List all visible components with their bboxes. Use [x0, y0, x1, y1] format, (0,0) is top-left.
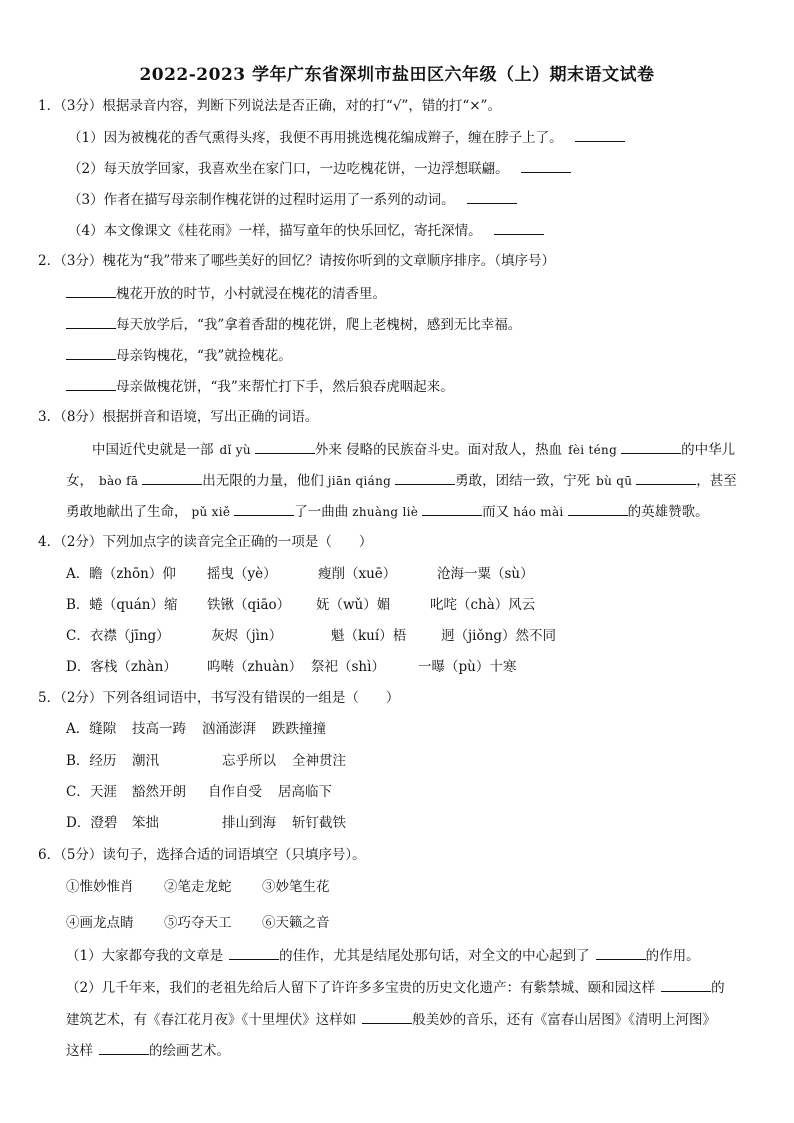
pinyin: zhuàng liè — [352, 505, 419, 519]
answer-blank[interactable] — [661, 978, 711, 992]
q2-item-4: 母亲做槐花饼，“我”来帮忙打下手，然后狼吞虎咽起来。 — [66, 377, 454, 396]
answer-blank[interactable] — [422, 502, 482, 516]
answer-blank[interactable] — [255, 440, 315, 454]
q1-stem: 1．（3分）根据录音内容，判断下列说法是否正确，对的打“√”，错的打“×”。 — [38, 98, 501, 114]
q6-sentence-2c: 这样 的绘画艺术。 — [66, 1043, 230, 1059]
answer-blank[interactable] — [494, 221, 544, 235]
q1-item-3: （3）作者在描写母亲制作槐花饼的过程时运用了一系列的动词。 — [68, 190, 517, 209]
q1-item-2: （2）每天放学回家，我喜欢坐在家门口，一边吃槐花饼，一边浮想联翩。 — [68, 159, 571, 178]
answer-blank[interactable] — [66, 284, 116, 298]
answer-blank[interactable] — [636, 471, 696, 485]
q4-stem: 4．（2分）下列加点字的读音完全正确的一项是（ ） — [38, 534, 373, 550]
answer-blank[interactable] — [575, 128, 625, 142]
choice-6: ⑥天籁之音 — [262, 915, 330, 931]
answer-blank[interactable] — [99, 1041, 149, 1055]
q1-item-1: （1）因为被槐花的香气熏得头疼，我便不再用挑选槐花编成辫子，缠在脖子上了。 — [68, 128, 625, 147]
q6-sentence-1: （1）大家都夸我的文章是 的佳作，尤其是结尾处那句话，对全文的中心起到了 的作用。 — [66, 948, 700, 964]
pinyin: bào fā — [99, 474, 139, 488]
q2-stem: 2．（3分）槐花为“我”带来了哪些美好的回忆？请按你听到的文章顺序排序。（填序号） — [38, 253, 555, 269]
answer-blank[interactable] — [521, 159, 571, 173]
choice-2: ②笔走龙蛇 — [164, 879, 232, 895]
q2-item-3: 母亲钩槐花，“我”就捡槐花。 — [66, 346, 292, 365]
answer-blank[interactable] — [467, 190, 517, 204]
choice-4: ④画龙点睛 — [66, 915, 134, 931]
answer-blank[interactable] — [596, 946, 646, 960]
answer-blank[interactable] — [229, 946, 279, 960]
q2-item-1: 槐花开放的时节，小村就浸在槐花的清香里。 — [66, 284, 386, 303]
pinyin: jiān qiáng — [327, 474, 392, 488]
q2-item-2: 每天放学后，“我”拿着香甜的槐花饼，爬上老槐树，感到无比幸福。 — [66, 315, 521, 334]
pinyin: dǐ yù — [219, 443, 251, 457]
q3-line-2: 女， bào fā 出无限的力量，他们 jiān qiáng 勇敢，团结一致，宁死 bù qū ，甚至 — [66, 473, 737, 489]
page-title: 2022-2023 学年广东省深圳市盐田区六年级（上）期末语文试卷 — [139, 65, 655, 85]
q6-sentence-2a: （2）几千年来，我们的老祖先给后人留下了许许多多宝贵的历史文化遗产：有紫禁城、颐和园这样 的 — [66, 980, 725, 996]
q3-stem: 3．（8分）根据拼音和语境，写出正确的词语。 — [38, 409, 319, 425]
pinyin: fèi téng — [568, 443, 618, 457]
pinyin: pǔ xiě — [191, 505, 231, 519]
q3-line-1: 中国近代史就是一部 dǐ yù 外来 侵略的民族奋斗史。面对敌人，热血 fèi téng 的中华儿 — [92, 442, 736, 458]
answer-blank[interactable] — [66, 377, 116, 391]
q1-item-4: （4）本文像课文《桂花雨》一样，描写童年的快乐回忆，寄托深情。 — [68, 221, 544, 240]
answer-blank[interactable] — [568, 502, 628, 516]
q3-line-3: 勇敢地献出了生命， pǔ xiě 了一曲曲 zhuàng liè 而又 háo mài 的英雄赞歌。 — [66, 504, 709, 520]
answer-blank[interactable] — [362, 1010, 412, 1024]
answer-blank[interactable] — [142, 471, 202, 485]
answer-blank[interactable] — [621, 440, 681, 454]
choice-1: ①惟妙惟肖 — [66, 879, 134, 895]
exam-page: 2022-2023 学年广东省深圳市盐田区六年级（上）期末语文试卷 1．（3分）根据录音内容，判断下列说法是否正确，对的打“√”，错的打“×”。 （1）因为被槐花的香气熏得头疼，我便不再用挑选槐花编成辫子，缠在脖子上了。 （2）每天放学回家，我喜欢坐在家门口，一边吃槐花饼，一边浮想联翩。 （3）作者在描写母亲制作槐花饼的过程时运用了一系列的动词。 （4）本文像课文《桂花雨》一样，描写童年的快乐回忆，寄托深情。 2．（3分）槐花为“我”带来了哪些美好的回忆？请按你听到的文章顺序排序。（填序号） 槐花开放的时节，小村就浸在槐花的清香里。 每天放学后，“我”拿着香甜的槐花饼，爬上老槐树，感到无比幸福。 母亲钩槐花，“我”就捡槐花。 母亲做槐花饼，“我”来帮忙打下手，然后狼吞虎咽起来。 3．（8分）根据拼音和语境，写出正确的词语。 中国近代史就是一部 dǐ yù 外来 侵略的民族奋斗史。面对敌人，热血 fèi téng 的中华儿 女， bào fā 出无限的力量，他们 jiān qiáng 勇敢，团结一致，宁死 bù qū ，甚至 勇敢地献出了生命， pǔ xiě 了一曲曲 zhuàng liè 而又 háo mài 的英雄赞歌。 4．（2分）下列加点字的读音完全正确的一项是（ ） A．瞻（zhōn）仰 摇曳（yè） 瘦削（xuē） 沧海一粟（sù） B．蜷（quán）缩 铁锹（qiāo） 妩（wǔ）媚 叱咤（chà）风云 C．衣襟（jīng） 灰烬（jìn） 魁（kuí）梧 迥（jiǒng）然不同 D．客栈（zhàn） 呜啭（zhuàn） 祭祀（shì） 一曝（pù）十寒 5．（2分）下列各组词语中，书写没有错误的一组是（ ） A．缝隙 技高一踌 汹涌澎湃 跌跌撞撞 B．经历 潮汛 忘乎所以 全神贯注 C．天涯 豁然开朗 自作自受 居高临下 D．澄碧 笨拙 排山到海 斩钉截铁 6．（5分）读句子，选择合适的词语填空（只填序号）。 ①惟妙惟肖 ②笔走龙蛇 ③妙笔生花 ④画龙点睛 ⑤巧夺天工 ⑥天籁之音 （1）大家都夸我的文章是 的佳作，尤其是结尾处那句话，对全文的中心起到了 的作用。 （2）几千年来，我们的老祖先给后人留下了许许多多宝贵的历史文化遗产：有紫禁城、颐和园这样 的 建筑艺术，有《春江花月夜》《十里埋伏》这样如 般美妙的音乐，还有《富春山居图》《清明上河图》 这样 的绘画艺术。 — [0, 0, 794, 1123]
q6-stem: 6．（5分）读句子，选择合适的词语填空（只填序号）。 — [38, 847, 366, 863]
q6-sentence-2b: 建筑艺术，有《春江花月夜》《十里埋伏》这样如 般美妙的音乐，还有《富春山居图》《清明上河图》 — [66, 1012, 716, 1028]
choice-3: ③妙笔生花 — [262, 879, 330, 895]
answer-blank[interactable] — [234, 502, 294, 516]
answer-blank[interactable] — [66, 315, 116, 329]
q5-stem: 5．（2分）下列各组词语中，书写没有错误的一组是（ ） — [38, 690, 400, 706]
pinyin: bù qū — [596, 474, 633, 488]
answer-blank[interactable] — [66, 346, 116, 360]
pinyin: háo mài — [513, 505, 564, 519]
choice-5: ⑤巧夺天工 — [164, 915, 232, 931]
answer-blank[interactable] — [395, 471, 455, 485]
